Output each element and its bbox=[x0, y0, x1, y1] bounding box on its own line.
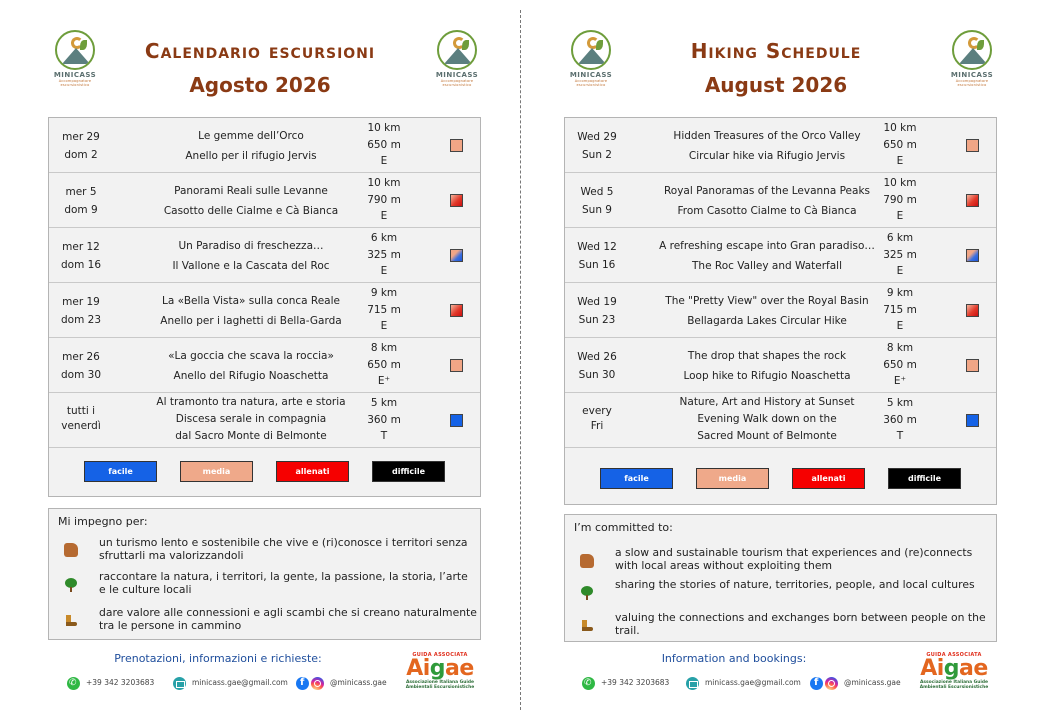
logo-tagline: Accompagnatore escursionistico bbox=[955, 79, 989, 87]
tree-icon bbox=[580, 586, 594, 600]
row-dates: mer 19 dom 23 bbox=[60, 296, 102, 326]
mail-icon bbox=[173, 677, 186, 690]
logo-name: MINICASS bbox=[950, 71, 994, 79]
row-titles: The "Pretty View" over the Royal Basin Bellagarda Lakes Circular Hike bbox=[665, 295, 869, 327]
facebook-icon bbox=[810, 677, 823, 690]
whatsapp-icon bbox=[67, 677, 80, 690]
row-stats: 9 km 715 m E bbox=[367, 287, 401, 332]
english-page bbox=[521, 0, 1040, 720]
row-dates: mer 29 dom 2 bbox=[62, 131, 100, 161]
difficulty-legend bbox=[49, 461, 480, 483]
difficulty-swatch bbox=[450, 359, 463, 372]
legend-allenati: allenati bbox=[276, 461, 349, 482]
title-line-2: August 2026 bbox=[704, 73, 848, 97]
row-stats: 10 km 790 m E bbox=[367, 177, 401, 222]
mail-icon bbox=[686, 677, 699, 690]
social-contact[interactable]: f @minicass.gae bbox=[810, 676, 901, 690]
table-row bbox=[49, 173, 480, 228]
commitment-text: raccontare la natura, i territori, la gente, la passione, la storia, l’arte e le culture locali bbox=[99, 570, 468, 596]
email-contact[interactable]: minicass.gae@gmail.com bbox=[173, 676, 288, 690]
instagram-icon bbox=[825, 677, 838, 690]
row-titles: Hidden Treasures of the Orco Valley Circular hike via Rifugio Jervis bbox=[673, 130, 861, 162]
tree-icon bbox=[64, 578, 78, 592]
difficulty-swatch bbox=[966, 249, 979, 262]
row-stats: 5 km 360 m T bbox=[883, 397, 917, 442]
legend-difficile: difficile bbox=[888, 468, 961, 489]
legend-media: media bbox=[180, 461, 253, 482]
legend-facile: facile bbox=[600, 468, 673, 489]
commitment-text: sharing the stories of nature, territories, people, and local cultures bbox=[615, 578, 975, 591]
contact-heading: Prenotazioni, informazioni e richieste: bbox=[114, 652, 322, 665]
contact-heading: Information and bookings: bbox=[661, 652, 807, 665]
row-titles: Royal Panoramas of the Levanna Peaks From Casotto Cialme to Cà Bianca bbox=[663, 185, 871, 217]
commitment-text: valuing the connections and exchanges born between people on the trail. bbox=[615, 611, 986, 637]
minicass-logo-icon bbox=[571, 30, 611, 70]
minicass-logo-right bbox=[430, 30, 484, 87]
row-stats: 10 km 650 m E bbox=[883, 122, 917, 167]
table-row bbox=[565, 283, 996, 338]
difficulty-swatch bbox=[966, 139, 979, 152]
table-row bbox=[565, 173, 996, 228]
commitment-heading: I’m committed to: bbox=[574, 521, 673, 534]
difficulty-swatch bbox=[450, 304, 463, 317]
row-titles: Panorami Reali sulle Levanne Casotto delle Cialme e Cà Bianca bbox=[163, 185, 339, 217]
row-titles: Nature, Art and History at Sunset Evening Walk down on the Sacred Mount of Belmonte bbox=[679, 396, 855, 442]
row-dates: mer 5 dom 9 bbox=[64, 186, 98, 216]
table-row bbox=[565, 338, 996, 393]
row-stats: 10 km 790 m E bbox=[883, 177, 917, 222]
commitment-text: un turismo lento e sostenibile che vive e (ri)conosce i territori senza sfruttarli ma valorizzandoli bbox=[99, 536, 468, 562]
table-row bbox=[49, 228, 480, 283]
logo-tagline: Accompagnatore escursionistico bbox=[574, 79, 608, 87]
row-stats: 5 km 360 m T bbox=[367, 397, 401, 442]
minicass-logo-left bbox=[564, 30, 618, 87]
minicass-logo-right bbox=[945, 30, 999, 87]
difficulty-legend bbox=[565, 468, 996, 490]
phone-contact[interactable]: ✆+39 342 3203683 bbox=[582, 676, 669, 690]
whatsapp-icon bbox=[582, 677, 595, 690]
table-row bbox=[49, 393, 480, 448]
difficulty-swatch bbox=[450, 414, 463, 427]
logo-name: MINICASS bbox=[569, 71, 613, 79]
row-titles: La «Bella Vista» sulla conca Reale Anello per i laghetti di Bella-Garda bbox=[160, 295, 342, 327]
row-stats: 9 km 715 m E bbox=[883, 287, 917, 332]
logo-name: MINICASS bbox=[53, 71, 97, 79]
difficulty-swatch bbox=[450, 194, 463, 207]
row-stats: 6 km 325 m E bbox=[367, 232, 401, 277]
difficulty-swatch bbox=[966, 194, 979, 207]
instagram-icon bbox=[311, 677, 324, 690]
table-row bbox=[565, 228, 996, 283]
page-title bbox=[616, 34, 936, 102]
row-dates: Wed 19 Sun 23 bbox=[577, 296, 617, 326]
logo-name: MINICASS bbox=[435, 71, 479, 79]
legend-allenati: allenati bbox=[792, 468, 865, 489]
commitment-heading: Mi impegno per: bbox=[58, 515, 148, 528]
row-dates: mer 26 dom 30 bbox=[60, 351, 102, 381]
row-titles: The drop that shapes the rock Loop hike to Rifugio Noaschetta bbox=[683, 350, 851, 382]
aigae-logo: GUIDA ASSOCIATA Aigae Associazione Italiana Guide Ambientali Escursionistiche bbox=[919, 652, 989, 690]
row-stats: 10 km 650 m E bbox=[367, 122, 401, 167]
row-titles: Le gemme dell’Orco Anello per il rifugio Jervis bbox=[185, 130, 317, 162]
schedule-table bbox=[48, 117, 481, 497]
row-stats: 8 km 650 m E⁺ bbox=[367, 342, 401, 387]
difficulty-swatch bbox=[450, 139, 463, 152]
commitment-text: dare valore alle connessioni e agli scambi che si creano naturalmente tra le persone in cammino bbox=[99, 606, 477, 632]
logo-tagline: Accompagnatore escursionistico bbox=[58, 79, 92, 87]
table-row bbox=[49, 283, 480, 338]
table-row bbox=[49, 118, 480, 173]
commitment-panel bbox=[48, 508, 481, 640]
facebook-icon bbox=[296, 677, 309, 690]
difficulty-swatch bbox=[966, 304, 979, 317]
minicass-logo-left bbox=[48, 30, 102, 87]
difficulty-swatch bbox=[450, 249, 463, 262]
minicass-logo-icon bbox=[952, 30, 992, 70]
boot-icon bbox=[580, 618, 594, 632]
table-row bbox=[565, 118, 996, 173]
schedule-table bbox=[564, 117, 997, 505]
row-dates: every Fri bbox=[582, 405, 612, 432]
minicass-logo-icon bbox=[437, 30, 477, 70]
row-titles: «La goccia che scava la roccia» Anello del Rifugio Noaschetta bbox=[168, 350, 334, 382]
row-titles: Al tramonto tra natura, arte e storia Discesa serale in compagnia dal Sacro Monte di Belmonte bbox=[156, 396, 346, 442]
row-titles: A refreshing escape into Gran paradiso… The Roc Valley and Waterfall bbox=[659, 240, 875, 272]
legend-facile: facile bbox=[84, 461, 157, 482]
logo-tagline: Accompagnatore escursionistico bbox=[440, 79, 474, 87]
table-row bbox=[49, 338, 480, 393]
hand-icon bbox=[64, 543, 78, 557]
title-line-1: Hiking Schedule bbox=[690, 39, 862, 63]
row-dates: tutti i venerdì bbox=[61, 405, 101, 432]
legend-difficile: difficile bbox=[372, 461, 445, 482]
hand-icon bbox=[580, 554, 594, 568]
row-dates: Wed 29 Sun 2 bbox=[577, 131, 617, 161]
title-line-1: Calendario escursioni bbox=[144, 39, 376, 63]
difficulty-swatch bbox=[966, 414, 979, 427]
commitment-text: a slow and sustainable tourism that experiences and (re)connects with local areas without exploiting them bbox=[615, 546, 973, 572]
page-title bbox=[100, 34, 420, 102]
row-stats: 8 km 650 m E⁺ bbox=[883, 342, 917, 387]
title-line-2: Agosto 2026 bbox=[189, 73, 331, 97]
difficulty-swatch bbox=[966, 359, 979, 372]
row-dates: Wed 5 Sun 9 bbox=[580, 186, 614, 216]
table-row bbox=[565, 393, 996, 448]
social-contact[interactable]: f @minicass.gae bbox=[296, 676, 387, 690]
row-dates: mer 12 dom 16 bbox=[60, 241, 102, 271]
row-titles: Un Paradiso di freschezza… Il Vallone e la Cascata del Roc bbox=[172, 240, 330, 272]
row-stats: 6 km 325 m E bbox=[883, 232, 917, 277]
email-contact[interactable]: minicass.gae@gmail.com bbox=[686, 676, 801, 690]
commitment-panel bbox=[564, 514, 997, 642]
legend-media: media bbox=[696, 468, 769, 489]
aigae-logo: GUIDA ASSOCIATA Aigae Associazione Italiana Guide Ambientali Escursionistiche bbox=[405, 652, 475, 690]
minicass-logo-icon bbox=[55, 30, 95, 70]
phone-contact[interactable]: ✆+39 342 3203683 bbox=[67, 676, 154, 690]
row-dates: Wed 26 Sun 30 bbox=[577, 351, 617, 381]
row-dates: Wed 12 Sun 16 bbox=[577, 241, 617, 271]
boot-icon bbox=[64, 613, 78, 627]
